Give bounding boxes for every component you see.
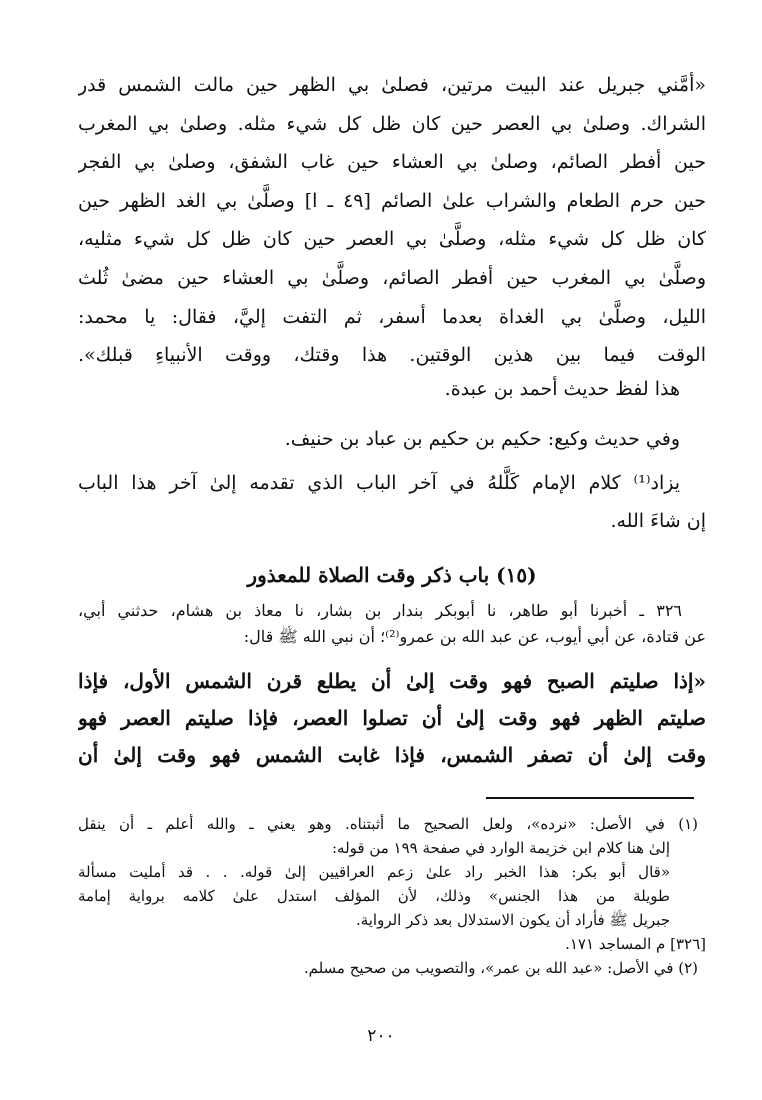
isnad-line: عن قتادة، عن أبي أيوب، عن عبد الله بن عمرو⁽²⁾؛ أن نبي الله ﷺ قال: (243, 627, 706, 646)
footnote-divider (486, 797, 694, 799)
footnote-line: [٣٢٦] م المساجد ١٧١. (565, 935, 706, 953)
text-line: وصلَّىٰ بي المغرب حين أفطر الصائم، وصلَّىٰ بي العشاء حين مضىٰ ثُلث (78, 266, 706, 289)
footnote-line: «قال أبو بكر: هذا الخبر راد علىٰ زعم العراقيين إلىٰ قوله. . . قد أمليت مسألة (78, 863, 670, 881)
isnad-line: ٣٢٦ ـ أخبرنا أبو طاهر، نا أبوبكر بندار بن بشار، نا معاذ بن هشام، حدثني أبي، (78, 601, 683, 620)
note-line: وفي حديث وكيع: حكيم بن حكيم بن عباد بن حنيف. (284, 428, 680, 450)
footnote-line: (٢) في الأصل: «عبد الله بن عمر»، والتصويب من صحيح مسلم. (303, 959, 698, 977)
footnote-line: (١) في الأصل: «نرده»، ولعل الصحيح ما أثبتناه. وهو يعني ـ والله أعلم ـ أن ينقل (78, 815, 698, 833)
source-note (78, 370, 706, 458)
footnote-line: إلىٰ هنا كلام ابن خزيمة الوارد في صفحة ١٩٩ من قوله: (331, 839, 670, 857)
note-line: يزاد⁽¹⁾ كلام الإمام كَلَّلهُ في آخر الباب الذي تقدمه إلىٰ آخر هذا الباب (78, 472, 680, 494)
text-line: الوقت فيما بين هذين الوقتين. هذا وقتك، ووقت الأنبياءِ قبلك». (78, 344, 706, 367)
matn-line: «إذا صليتم الصبح فهو وقت إلىٰ أن يطلع قرن الشمس الأول، فإذا (78, 669, 706, 693)
footnote-line: طويلة من هذا الجنس» وذلك، لأن المؤلف استدل علىٰ كلامه برواية إمامة (78, 887, 670, 905)
page-number: ٢٠٠ (367, 1026, 395, 1046)
text-line: الليل، وصلَّىٰ بي الغداة بعدما أسفر، ثم التفت إليَّ، فقال: يا محمد: (78, 305, 706, 328)
text-line: حين حرم الطعام والشراب علىٰ الصائم [٤٩ ـ ا] وصلَّىٰ بي الغد الظهر حين (78, 189, 706, 212)
text-line: كان ظل كل شيء مثله، وصلَّىٰ بي العصر حين كان ظل كل شيء مثليه، (78, 228, 706, 251)
text-line: «أمَّني جبريل عند البيت مرتين، فصلىٰ بي الظهر حين مالت الشمس قدر (78, 74, 706, 96)
matn-line: وقت إلىٰ أن تصفر الشمس، فإذا غابت الشمس فهو وقت إلىٰ أن (78, 743, 706, 767)
chapter-heading: (١٥) باب ذكر وقت الصلاة للمعذور (247, 563, 537, 587)
matn-line: صليتم الظهر فهو وقت إلىٰ أن تصلوا العصر، فإذا صليتم العصر فهو (78, 706, 706, 730)
hadith-text (78, 66, 706, 375)
matn (78, 663, 706, 774)
isnad (78, 598, 706, 650)
footnote-line: جبريل ﷺ فأراد أن يكون الاستدلال بعد ذكر الرواية. (355, 911, 670, 929)
note-line: إن شاءَ الله. (610, 510, 706, 532)
text-line: حين أفطر الصائم، وصلىٰ بي العشاء حين غاب الشفق، وصلىٰ بي الفجر (78, 151, 706, 174)
text-line: الشراك. وصلىٰ بي العصر حين كان ظل كل شيء مثله. وصلىٰ بي المغرب (78, 112, 706, 135)
note-line: هذا لفظ حديث أحمد بن عبدة. (444, 378, 680, 400)
addition-note (78, 464, 706, 540)
footnotes (78, 812, 706, 980)
